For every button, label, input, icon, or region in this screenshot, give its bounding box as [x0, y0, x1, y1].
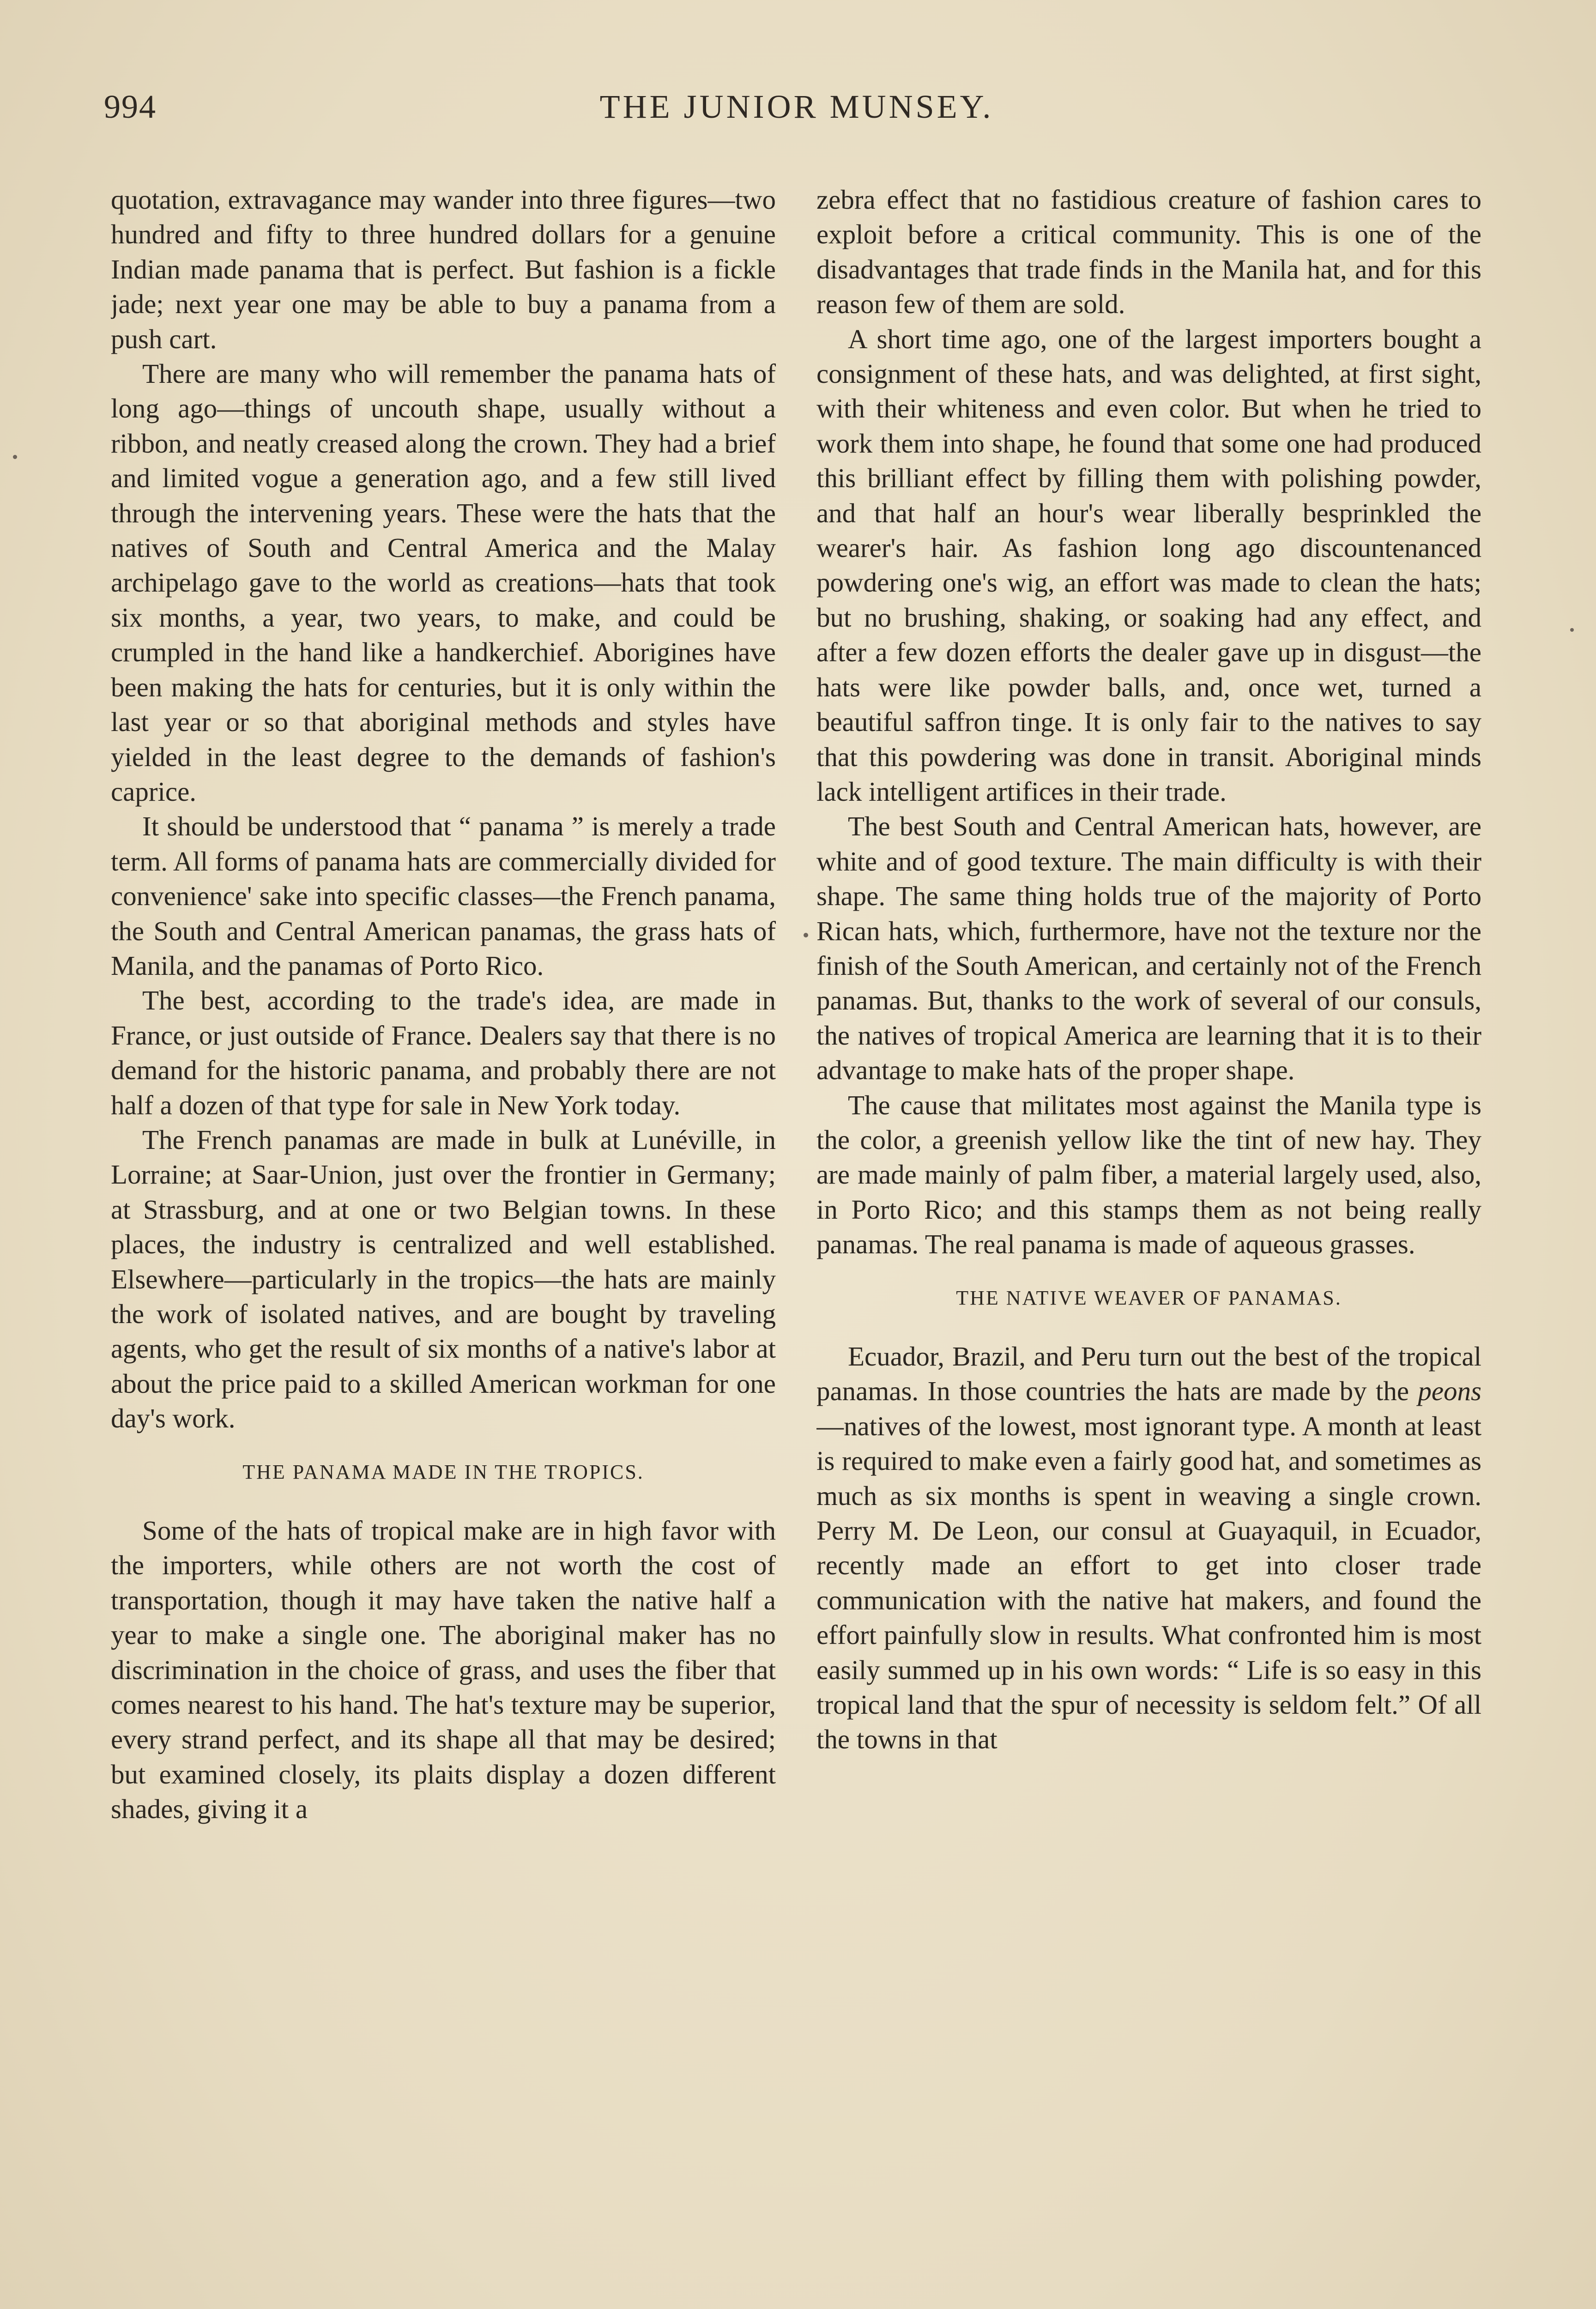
paragraph: It should be understood that “ panama ” is merely a trade term. All forms of panama hats are commercially divided for convenience' sake into specific classes—the French panama, the South and Central American panamas, the grass hats of Manila, and the panamas of Porto Rico. — [111, 811, 776, 981]
page-header — [104, 88, 1489, 134]
paragraph: The French panamas are made in bulk at Lunéville, in Lorraine; at Saar-Union, just over the frontier in Germany; at Strassburg, and at one or two Belgian towns. In these places, the industry is centralized and well established. Elsewhere—particularly in the tropics—the hats are mainly the work of isolated natives, and are bought by traveling agents, who get the result of six months of a native's labor at about the price paid to a skilled American workman for one day's work. — [111, 1124, 776, 1434]
right-column — [816, 182, 1481, 2309]
section-heading: THE PANAMA MADE IN THE TROPICS. — [242, 1460, 644, 1483]
ink-speck — [1570, 628, 1574, 632]
page-number: 994 — [104, 88, 157, 125]
paragraph: There are many who will remember the panama hats of long ago—things of uncouth shape, usually without a ribbon, and neatly creased along the crown. They had a brief and limited vogue a generation ago, and a few still lived through the intervening years. These were the hats that the natives of South and Central America and the Malay archipelago gave to the world as creations—hats that took six months, a year, two years, to make, and could be crumpled in the hand like a handkerchief. Aborigines have been making the hats for centuries, but it is only within the last year or so that aboriginal methods and styles have yielded in the least degree to the demands of fashion's caprice. — [111, 358, 776, 807]
section-heading: THE NATIVE WEAVER OF PANAMAS. — [956, 1286, 1342, 1309]
paragraph: The best, according to the trade's idea, are made in France, or just outside of France. Dealers say that there is no demand for the historic panama, and probably there are not half a dozen of that type for sale in New York today. — [111, 985, 776, 1120]
left-column — [111, 182, 776, 2309]
ink-speck — [804, 933, 808, 937]
paragraph-text: Ecuador, Brazil, and Peru turn out the best of the tropical panamas. In those countries the hats are made by the — [816, 1341, 1481, 1407]
ink-speck — [13, 455, 17, 459]
paragraph: quotation, extravagance may wander into three figures—two hundred and fifty to three hundred dollars for a genuine Indian made panama that is perfect. But fashion is a fickle jade; next year one may be able to buy a panama from a push cart. — [111, 184, 776, 354]
running-head: THE JUNIOR MUNSEY. — [599, 88, 994, 125]
paragraph: A short time ago, one of the largest importers bought a consignment of these hats, and was delighted, at first sight, with their whiteness and even color. But when he tried to work them into shape, he found that some one had produced this brilliant effect by filling them with polishing powder, and that half an hour's wear liberally besprinkled the wearer's hair. As fashion long ago discountenanced powdering one's wig, an effort was made to clean the hats; but no brushing, shaking, or soaking had any effect, and after a few dozen efforts the dealer gave up in disgust—the hats were like powder balls, and, once wet, turned a beautiful saffron tinge. It is only fair to the natives to say that this powdering was done in transit. Aboriginal minds lack intelligent artifices in their trade. — [816, 323, 1481, 807]
paragraph: Some of the hats of tropical make are in high favor with the importers, while others are not worth the cost of transportation, though it may have taken the native half a year to make a single one. The aboriginal maker has no discrimination in the choice of grass, and uses the fiber that comes nearest to his hand. The hat's texture may be superior, every strand perfect, and its shape all that may be desired; but examined closely, its plaits display a dozen different shades, giving it a — [111, 1515, 776, 1825]
paragraph: The cause that militates most against the Manila type is the color, a greenish yellow like the tint of new hay. They are made mainly of palm fiber, a material largely used, also, in Porto Rico; and this stamps them as not being really panamas. The real panama is made of aqueous grasses. — [816, 1089, 1481, 1260]
paragraph-text: —natives of the lowest, most ignorant type. A month at least is required to make even a fairly good hat, and sometimes as much as six months is spent in weaving a single crown. Perry M. De Leon, our consul at Guayaquil, in Ecuador, recently made an effort to get into closer trade communication with the native hat makers, and found the effort painfully slow in results. What confronted him is most easily summed up in his own words: “ Life is so easy in this tropical land that the spur of necessity is seldom felt.” Of all the towns in that — [816, 1410, 1481, 1755]
paragraph: zebra effect that no fastidious creature of fashion cares to exploit before a critical community. This is one of the disadvantages that trade finds in the Manila hat, and for this reason few of them are sold. — [816, 184, 1481, 320]
italic-term: peons — [1418, 1376, 1481, 1407]
paragraph — [816, 1339, 1481, 1757]
paragraph: The best South and Central American hats, however, are white and of good texture. The main difficulty is with their shape. The same thing holds true of the majority of Porto Rican hats, which, furthermore, have not the texture nor the finish of the South American, and certainly not of the French panamas. But, thanks to the work of several of our consuls, the natives of tropical America are learning that it is to their advantage to make hats of the proper shape. — [816, 811, 1481, 1086]
